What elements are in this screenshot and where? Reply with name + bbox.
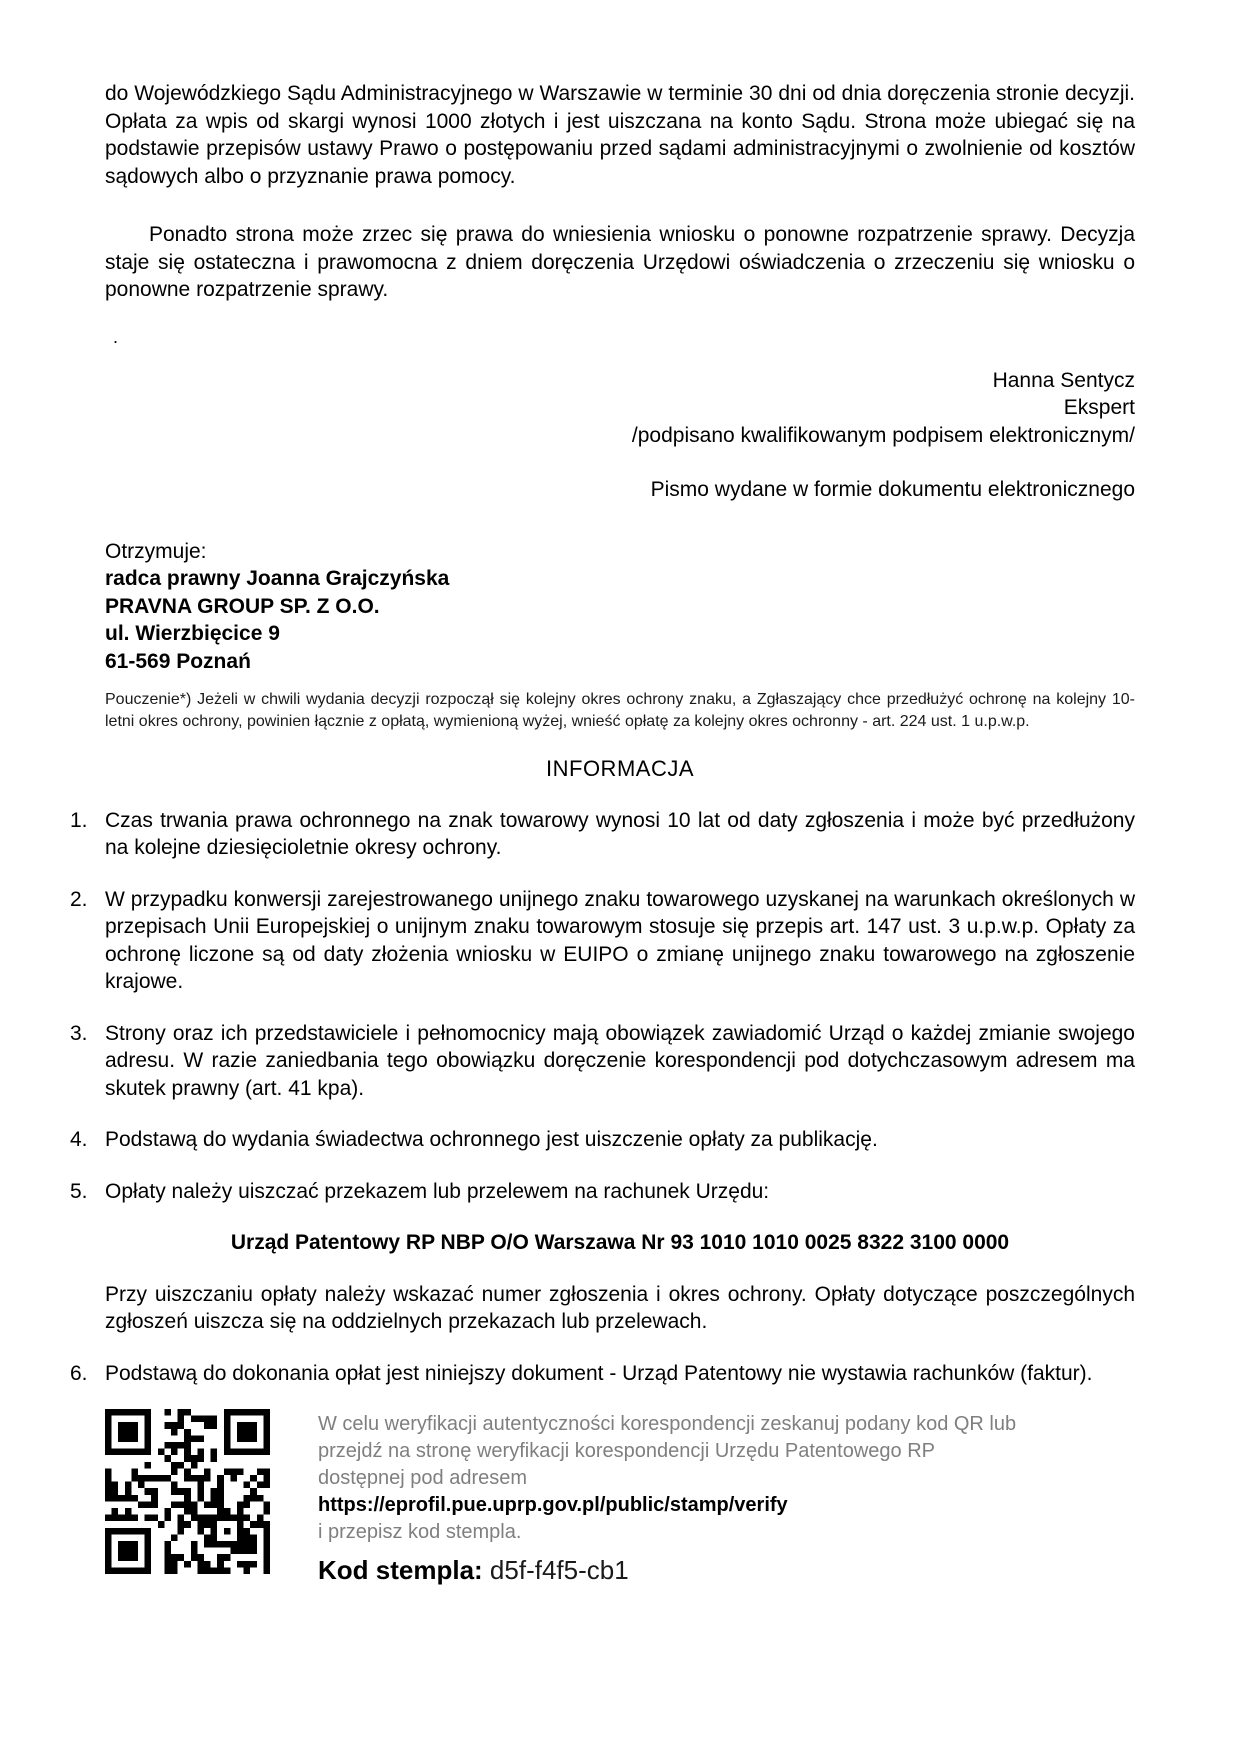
info-item-4-text: Podstawą do wydania świadectwa ochronnego jest uiszczenie opłaty za publikację. xyxy=(105,1128,878,1151)
verification-text-block xyxy=(318,1409,1018,1586)
recipient-label: Otrzymuje: xyxy=(105,539,207,563)
info-item-2-text: W przypadku konwersji zarejestrowanego unijnego znaku towarowego uzyskanej na warunkach określonych w przepisach Unii Europejskiej o unijnym znaku towarowym stosuje się przepis art. 147 ust. 3 u.p.w.p. Opłaty za ochronę liczone są od daty złożenia wniosku w EUIPO o zmianę unijnego znaku towarowego na zgłoszenie krajowe. xyxy=(105,887,1135,993)
verification-section xyxy=(105,1409,1135,1586)
signature-block xyxy=(105,367,1135,450)
info-item-5-number: 5. xyxy=(70,1179,88,1203)
qr-code xyxy=(105,1409,270,1574)
info-item-2 xyxy=(70,886,1135,996)
recipient-city: 61-569 Poznań xyxy=(105,649,251,673)
pouczenie-note: Pouczenie*) Jeżeli w chwili wydania decyzji rozpoczął się kolejny okres ochrony znaku, a Zgłaszający chce przedłużyć ochronę na kolejny 10-letni okres ochrony, powinien łącznie z opłatą, wymienioną wyżej, wnieść opłatę za kolejny okres ochronny - art. 224 ust. 1 u.p.w.p. xyxy=(105,691,1135,730)
verification-instructions: W celu weryfikacji autentyczności korespondencji zeskanuj podany kod QR lub przejdź na stronę weryfikacji korespondencji Urzędu Patentowego RP dostępnej pod adresem xyxy=(318,1413,1017,1489)
info-item-2-number: 2. xyxy=(70,887,88,911)
recipient-block xyxy=(105,538,1135,676)
stamp-code-line xyxy=(318,1554,1018,1586)
verification-instructions-2: i przepisz kod stempla. xyxy=(318,1521,522,1543)
payment-instructions: Przy uiszczaniu opłaty należy wskazać numer zgłoszenia i okres ochrony. Opłaty dotyczące poszczególnych zgłoszeń uiszcza się na oddzielnych przekazach lub przelewach. xyxy=(105,1282,1135,1333)
info-item-4-number: 4. xyxy=(70,1128,88,1151)
info-item-1-text: Czas trwania prawa ochronnego na znak towarowy wynosi 10 lat od daty zgłoszenia i może być przedłużony na kolejne dziesięcioletnie okresy ochrony. xyxy=(105,808,1135,859)
info-item-1-number: 1. xyxy=(70,808,88,832)
electronic-document-note: Pismo wydane w formie dokumentu elektronicznego xyxy=(650,478,1135,501)
info-item-5-text: Opłaty należy uiszczać przekazem lub przelewem na rachunek Urzędu: xyxy=(105,1179,770,1203)
stamp-code-label: Kod stempla: xyxy=(318,1555,483,1585)
recipient-name: radca prawny Joanna Grajczyńska xyxy=(105,567,450,590)
info-item-4 xyxy=(70,1126,1135,1154)
electronic-signature-note: /podpisano kwalifikowanym podpisem elektronicznym/ xyxy=(631,423,1135,447)
bank-account-line: Urząd Patentowy RP NBP O/O Warszawa Nr 93 1010 1010 0025 8322 3100 0000 xyxy=(230,1231,1010,1254)
stray-dot: . xyxy=(113,326,119,347)
waiver-paragraph: Ponadto strona może zrzec się prawa do wniesienia wniosku o ponowne rozpatrzenie sprawy. Decyzja staje się ostateczna i prawomocna z dniem doręczenia Urzędowi oświadczenia o zrzeczeniu się wniosku o ponowne rozpatrzenie sprawy. xyxy=(105,223,1135,301)
info-item-6-text: Podstawą do dokonania opłat jest niniejszy dokument - Urząd Patentowy nie wystawia rachunków (faktur). xyxy=(105,1361,1093,1385)
info-item-6 xyxy=(70,1360,1135,1388)
info-item-1 xyxy=(70,807,1135,862)
stamp-code-value: d5f-f4f5-cb1 xyxy=(489,1555,629,1585)
info-item-3-number: 3. xyxy=(70,1021,88,1045)
informacja-heading: INFORMACJA xyxy=(546,756,694,781)
opening-paragraph: do Wojewódzkiego Sądu Administracyjnego w Warszawie w terminie 30 dni od dnia doręczenia stronie decyzji. Opłata za wpis od skargi wynosi 1000 złotych i jest uiszczana na konto Sądu. Strona może ubiegać się na podstawie przepisów ustawy Prawo o postępowaniu przed sądami administracyjnymi o zwolnienie od kosztów sądowych albo o przyznanie prawa pomocy. xyxy=(105,82,1135,188)
info-item-5 xyxy=(70,1178,1135,1206)
verification-url-link[interactable]: https://eprofil.pue.uprp.gov.pl/public/stamp/verify xyxy=(318,1494,788,1516)
recipient-company: PRAVNA GROUP SP. Z O.O. xyxy=(105,594,380,618)
signer-title: Ekspert xyxy=(1063,396,1135,419)
recipient-street: ul. Wierzbięcice 9 xyxy=(105,622,280,645)
info-item-3-text: Strony oraz ich przedstawiciele i pełnomocnicy mają obowiązek zawiadomić Urząd o każdej zmianie swojego adresu. W razie zaniedbania tego obowiązku doręczenie korespondencji pod dotychczasowym adresem ma skutek prawny (art. 41 kpa). xyxy=(105,1021,1135,1100)
info-item-6-number: 6. xyxy=(70,1361,88,1385)
info-item-3 xyxy=(70,1020,1135,1103)
signer-name: Hanna Sentycz xyxy=(992,368,1135,392)
